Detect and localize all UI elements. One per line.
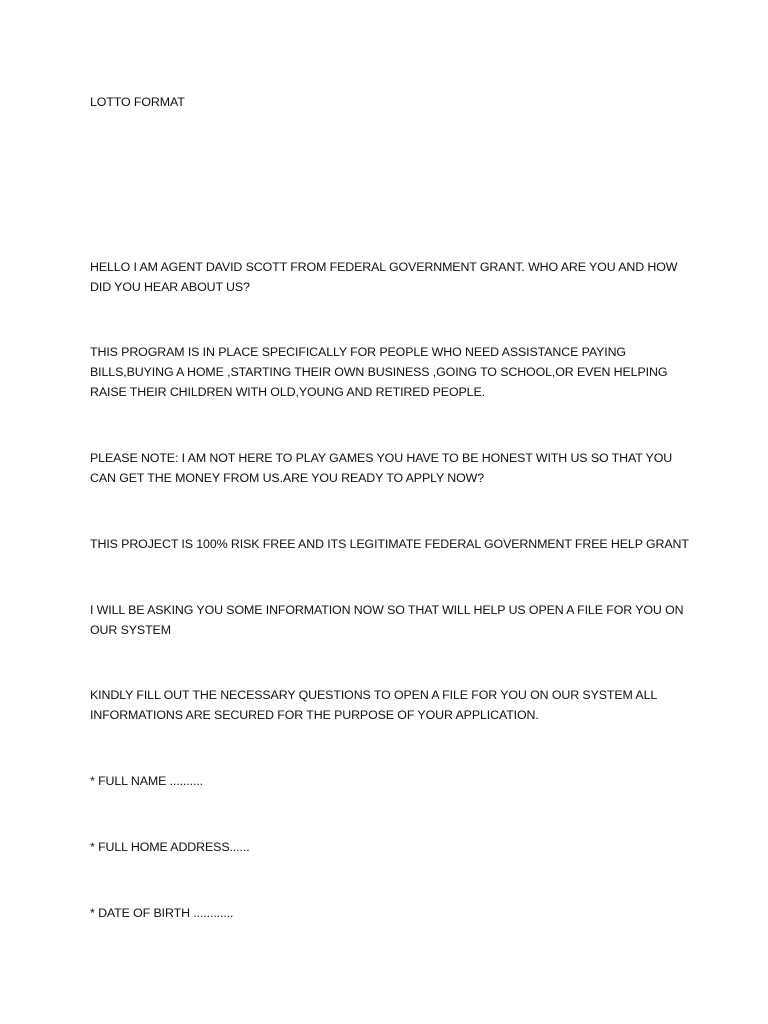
paragraph-greeting: HELLO I AM AGENT DAVID SCOTT FROM FEDERAL GOVERNMENT GRANT. WHO ARE YOU AND HOW DID YOU HEAR ABOUT US?: [90, 260, 678, 294]
paragraph-risk-free: THIS PROJECT IS 100% RISK FREE AND ITS LEGITIMATE FEDERAL GOVERNMENT FREE HELP GRANT: [90, 537, 689, 551]
paragraph-instructions: KINDLY FILL OUT THE NECESSARY QUESTIONS TO OPEN A FILE FOR YOU ON OUR SYSTEM ALL INFORMATIONS ARE SECURED FOR THE PURPOSE OF YOUR APPLICATION.: [90, 688, 657, 722]
paragraph-information: I WILL BE ASKING YOU SOME INFORMATION NOW SO THAT WILL HELP US OPEN A FILE FOR YOU ON OUR SYSTEM: [90, 603, 684, 637]
field-full-name: * FULL NAME ..........: [90, 774, 204, 788]
field-home-address: * FULL HOME ADDRESS......: [90, 840, 250, 854]
document-title: LOTTO FORMAT: [90, 95, 185, 109]
paragraph-program: THIS PROGRAM IS IN PLACE SPECIFICALLY FOR PEOPLE WHO NEED ASSISTANCE PAYING BILLS,BUYING A HOME ,STARTING THEIR OWN BUSINESS ,GOING TO SCHOOL,OR EVEN HELPING RAISE THEIR CHILDREN WITH OLD,YOUNG AND RETIRED PEOPLE.: [90, 345, 668, 399]
field-date-of-birth: * DATE OF BIRTH ............: [90, 906, 234, 920]
paragraph-note: PLEASE NOTE: I AM NOT HERE TO PLAY GAMES YOU HAVE TO BE HONEST WITH US SO THAT YOU CAN GET THE MONEY FROM US.ARE YOU READY TO APPLY NOW?: [90, 451, 673, 485]
